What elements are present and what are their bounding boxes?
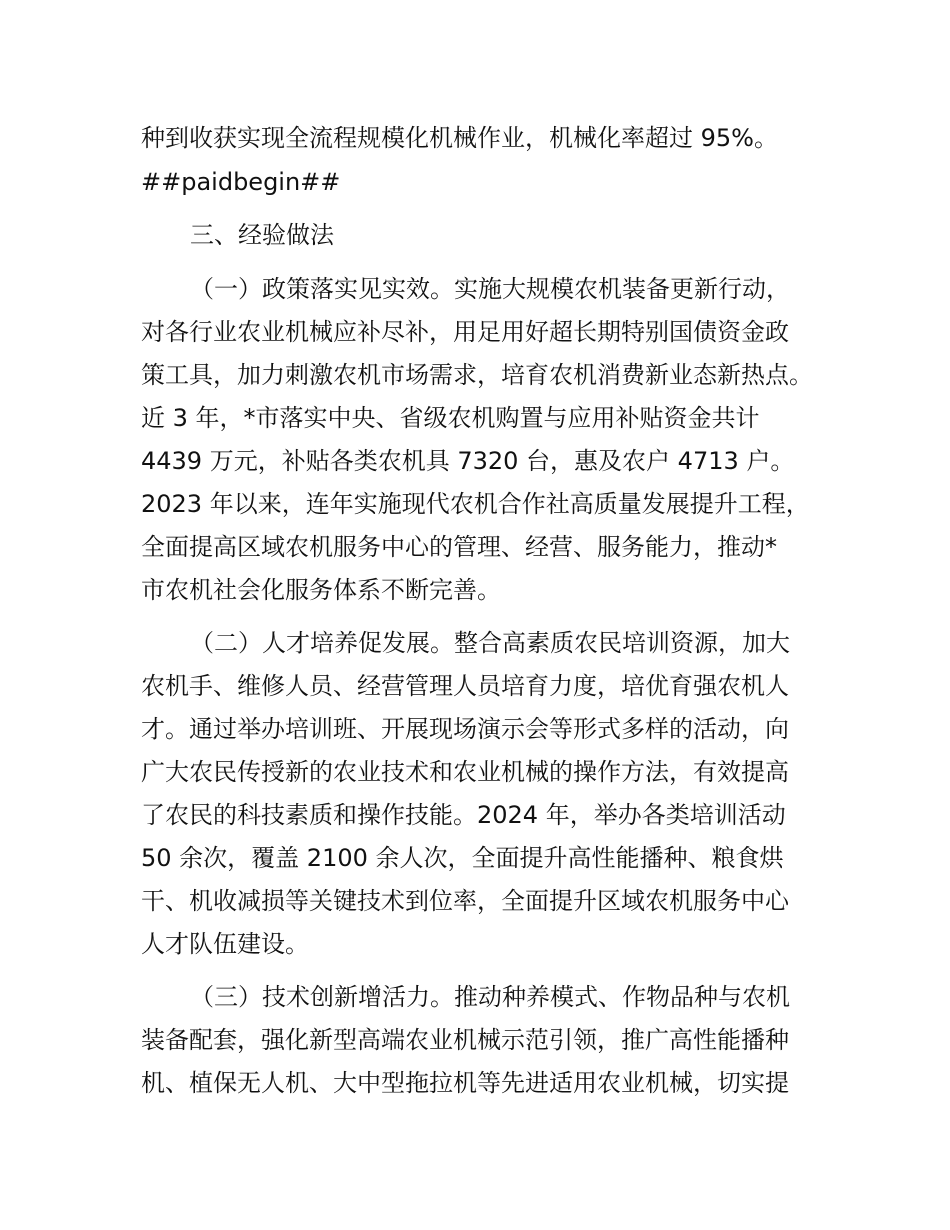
paragraph-3-line-1: （三）技术创新增活力。推动种养模式、作物品种与农机 <box>190 983 790 1011</box>
paid-marker: ##paidbegin## <box>141 168 341 196</box>
paragraph-3-line-3: 机、植保无人机、大中型拖拉机等先进适用农业机械，切实提 <box>141 1069 789 1097</box>
paragraph-3-line-2: 装备配套，强化新型高端农业机械示范引领，推广高性能播种 <box>141 1026 789 1054</box>
paragraph-1-line-7: 全面提高区域农机服务中心的管理、经营、服务能力，推动* <box>141 533 777 561</box>
section-heading: 三、经验做法 <box>190 221 334 249</box>
paragraph-2-line-3: 才。通过举办培训班、开展现场演示会等形式多样的活动，向 <box>141 715 789 743</box>
paragraph-2-line-1: （二）人才培养促发展。整合高素质农民培训资源，加大 <box>190 629 790 657</box>
paragraph-2-line-6: 50 余次，覆盖 2100 余人次，全面提升高性能播种、粮食烘 <box>141 844 784 872</box>
text-line-1: 种到收获实现全流程规模化机械作业，机械化率超过 95%。 <box>141 124 778 152</box>
paragraph-1-line-5: 4439 万元，补贴各类农机具 7320 台，惠及农户 4713 户。 <box>141 447 795 475</box>
paragraph-1-line-8: 市农机社会化服务体系不断完善。 <box>141 576 501 604</box>
paragraph-2-line-2: 农机手、维修人员、经营管理人员培育力度，培优育强农机人 <box>141 672 789 700</box>
paragraph-1-line-4: 近 3 年，*市落实中央、省级农机购置与应用补贴资金共计 <box>141 404 760 432</box>
paragraph-1-line-3: 策工具，加力刺激农机市场需求，培育农机消费新业态新热点。 <box>141 361 813 389</box>
paragraph-2-line-4: 广大农民传授新的农业技术和农业机械的操作方法，有效提高 <box>141 758 789 786</box>
paragraph-2-line-5: 了农民的科技素质和操作技能。2024 年，举办各类培训活动 <box>141 801 786 829</box>
paragraph-1-line-2: 对各行业农业机械应补尽补，用足用好超长期特别国债资金政 <box>141 318 789 346</box>
paragraph-1-line-6: 2023 年以来，连年实施现代农机合作社高质量发展提升工程， <box>141 490 810 518</box>
paragraph-1-line-1: （一）政策落实见实效。实施大规模农机装备更新行动， <box>190 275 790 303</box>
paragraph-2-line-8: 人才队伍建设。 <box>141 930 309 958</box>
paragraph-2-line-7: 干、机收减损等关键技术到位率，全面提升区域农机服务中心 <box>141 887 789 915</box>
